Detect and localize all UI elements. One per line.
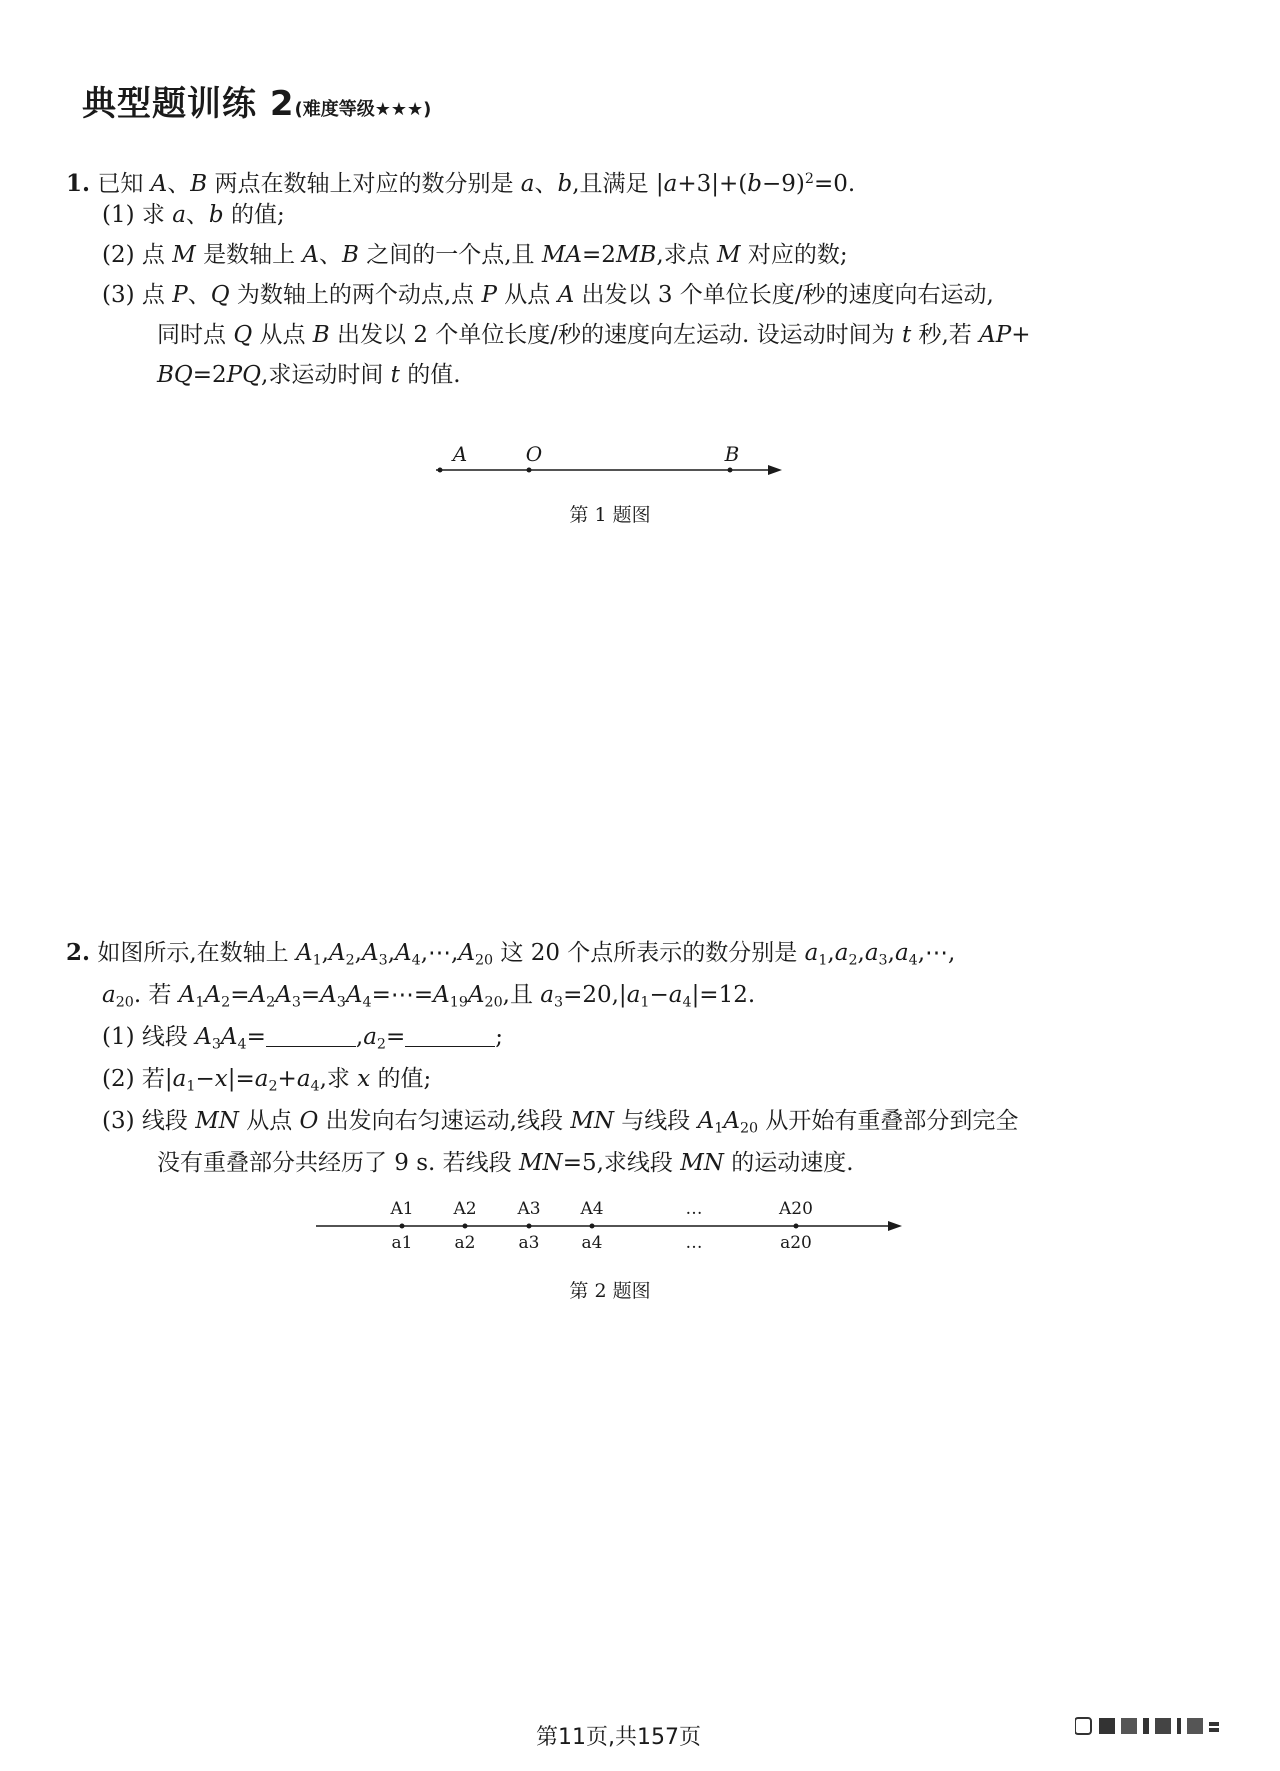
scanner-marks-icon (1075, 1712, 1245, 1742)
q1-label-o: O (525, 442, 543, 466)
q2-text: (1) 线段 (102, 1024, 196, 1050)
q2-text: =20,| (563, 982, 627, 1008)
q1-text: 已知 (97, 170, 151, 197)
math-var: A (150, 170, 168, 197)
q2-top-label-2: A2 (453, 1199, 477, 1219)
q1-part1 (102, 200, 285, 230)
q1-point-b (728, 468, 733, 473)
q1-text: 之间的一个点,且 (358, 242, 542, 268)
q2-text: 没有重叠部分共经历了 9 s. 若线段 (157, 1150, 519, 1176)
q1-part3-line1 (102, 280, 994, 310)
math-var: MN (680, 1150, 724, 1176)
q2-number-line-figure (310, 1192, 910, 1262)
q2-text: 从点 (238, 1108, 300, 1134)
q2-text: ,且 (502, 982, 541, 1008)
math-var: BQ (157, 362, 193, 388)
q2-text: |=12. (691, 982, 756, 1008)
q2-stem-line1: 2. 如图所示,在数轴上 $A_1,A_2,A_3,A_4,\cdots,A_{20}$ 这 20 个点所表示的数分别是 $a_1,a_2,a_3,a_4,\cdots$, (66, 939, 956, 969)
q2-text: , (355, 1024, 364, 1050)
q1-text: 、 (534, 170, 558, 197)
q2-bottom-label-3: a3 (518, 1233, 540, 1253)
q2-point-a4 (590, 1224, 595, 1229)
q1-text: 、 (167, 170, 191, 197)
math-var: a (520, 170, 535, 197)
q1-text: (3) 点 (102, 282, 173, 308)
q1-label-a: A (452, 442, 468, 466)
math-var: Q (233, 322, 253, 348)
q1-text: ,求运动时间 (261, 362, 391, 388)
q1-text: 出发以 2 个单位长度/秒的速度向左运动. 设运动时间为 (329, 322, 902, 348)
math-var: O (299, 1108, 319, 1134)
math-var: MN (519, 1150, 563, 1176)
q2-part2: (2) 若$|a_1-x|=a_2+a_4$,求 x 的值; (102, 1066, 432, 1095)
q2-bottom-label-ellipsis: … (685, 1233, 703, 1253)
q2-text: 如图所示,在数轴上 (97, 940, 296, 966)
q2-text: =5,求线段 (562, 1150, 681, 1176)
q1-text: 的值. (399, 362, 461, 388)
q1-text: ,且满足 | (572, 170, 664, 197)
q2-top-label-20: A20 (779, 1199, 813, 1219)
math-var: AP (979, 322, 1012, 348)
math-var: MN (570, 1108, 614, 1134)
q2-top-label-4: A4 (580, 1199, 604, 1219)
q2-number: 2. (66, 939, 91, 966)
q2-stem-line2: $a_{20}$. 若 $A_1A_2=A_2A_3=A_3A_4=\cdots=A_{19}A_{20}$,且 $a_3=20,|a_1-a_4|=12$. (102, 982, 756, 1011)
math-var: a (663, 170, 678, 197)
q2-text: (3) 线段 (102, 1108, 196, 1134)
title-text: 典型题训练 2 (82, 84, 295, 124)
q2-part3-line1: (3) 线段 MN 从点 O 出发向右匀速运动,线段 MN 与线段 $A_1A_{20}$ 从开始有重叠部分到完全 (102, 1108, 1019, 1137)
q1-text: + (1011, 322, 1031, 348)
q2-part1: (1) 线段 $A_3A_4= ,a_2=$ ; (102, 1024, 504, 1053)
q2-text: ; (495, 1024, 504, 1050)
math-var: B (190, 170, 208, 197)
q1-text: 秒,若 (911, 322, 980, 348)
q2-point-a20 (794, 1224, 799, 1229)
math-var: P (172, 282, 188, 308)
q1-text: 、 (319, 242, 343, 268)
q1-text: 对应的数; (740, 242, 848, 268)
math-var: Q (210, 282, 230, 308)
math-var: P (481, 282, 497, 308)
q2-point-a1 (400, 1224, 405, 1229)
q2-top-label-ellipsis: … (685, 1199, 703, 1219)
q2-part3-line2 (157, 1148, 854, 1178)
q1-number-line-figure (430, 440, 790, 480)
q1-text: (2) 点 (102, 242, 173, 268)
q1-text: 的值; (223, 202, 285, 228)
q2-text: 的运动速度. (723, 1150, 854, 1176)
math-var: A (557, 282, 575, 308)
q1-text: 两点在数轴上对应的数分别是 (207, 170, 521, 197)
q1-text: 、 (187, 282, 211, 308)
math-var: MN (195, 1108, 239, 1134)
math-var: PQ (226, 362, 262, 388)
difficulty-label: (难度等级★★★) (294, 99, 432, 120)
q1-text: +3|+( (677, 170, 748, 197)
exponent: 2 (804, 171, 814, 187)
q2-text: 与线段 (614, 1108, 698, 1134)
q1-part3-line3 (157, 360, 461, 390)
q2-text: = (246, 1024, 266, 1050)
math-var: x (357, 1066, 371, 1092)
math-var: a (172, 202, 186, 228)
math-var: b (747, 170, 762, 197)
math-var: b (557, 170, 573, 197)
math-var: A (302, 242, 320, 268)
math-var: MB (615, 242, 657, 268)
math-var: t (390, 362, 400, 388)
q2-text: |= (227, 1066, 255, 1092)
math-var: x (214, 1066, 228, 1092)
q1-text: 出发以 3 个单位长度/秒的速度向右运动, (574, 282, 994, 308)
section-title (82, 76, 431, 125)
q1-text: =0. (813, 170, 856, 197)
q2-text: = (386, 1024, 406, 1050)
q2-point-a3 (527, 1224, 532, 1229)
math-var: M (717, 242, 741, 268)
q2-top-label-3: A3 (517, 1199, 541, 1219)
math-var: b (208, 202, 224, 228)
page-counter: 第11页,共157页 (536, 1725, 701, 1750)
q2-text: 这 20 个点所表示的数分别是 (493, 940, 805, 966)
answer-blank-1[interactable] (266, 1024, 356, 1047)
math-var: M (172, 242, 196, 268)
q2-axis-arrow (888, 1221, 902, 1231)
math-var: B (342, 242, 359, 268)
q1-text: =2 (582, 242, 616, 268)
math-var: B (312, 322, 330, 348)
q2-text: (2) 若| (102, 1066, 173, 1092)
q1-text: 同时点 (157, 322, 234, 348)
math-var: t (901, 322, 912, 348)
q1-text: ,求点 (656, 242, 718, 268)
q1-text: −9) (761, 170, 805, 197)
q2-bottom-label-1: a1 (391, 1233, 413, 1253)
q1-number: 1. (66, 169, 91, 197)
q2-point-a2 (463, 1224, 468, 1229)
q1-text: 从点 (252, 322, 313, 348)
q2-text: 从开始有重叠部分到完全 (758, 1108, 1019, 1134)
q1-axis-arrow (768, 465, 782, 475)
q1-text: 、 (185, 202, 209, 228)
answer-blank-2[interactable] (405, 1024, 495, 1047)
q2-text: 的值; (370, 1066, 432, 1092)
q1-text: 为数轴上的两个动点,点 (229, 282, 482, 308)
q1-part3-line2 (157, 320, 1031, 350)
q2-figure-caption: 第 2 题图 (569, 1280, 651, 1302)
q1-text: =2 (192, 362, 227, 388)
math-var: MA (541, 242, 583, 268)
q1-text: 是数轴上 (195, 242, 303, 268)
q1-figure-caption: 第 1 题图 (569, 504, 651, 526)
q1-part2 (102, 240, 848, 270)
q2-bottom-label-20: a20 (780, 1233, 812, 1253)
q1-text: 从点 (496, 282, 558, 308)
q2-text: . 若 (133, 982, 179, 1008)
q1-point-o (527, 468, 532, 473)
q2-text: ,求 (319, 1066, 358, 1092)
q2-text: 出发向右匀速运动,线段 (318, 1108, 571, 1134)
q1-stem (66, 164, 855, 199)
q2-bottom-label-2: a2 (454, 1233, 476, 1253)
q1-label-b: B (724, 442, 740, 466)
q1-point-a (438, 468, 443, 473)
q2-top-label-1: A1 (390, 1199, 414, 1219)
q2-bottom-label-4: a4 (581, 1233, 603, 1253)
q1-text: (1) 求 (102, 202, 173, 228)
